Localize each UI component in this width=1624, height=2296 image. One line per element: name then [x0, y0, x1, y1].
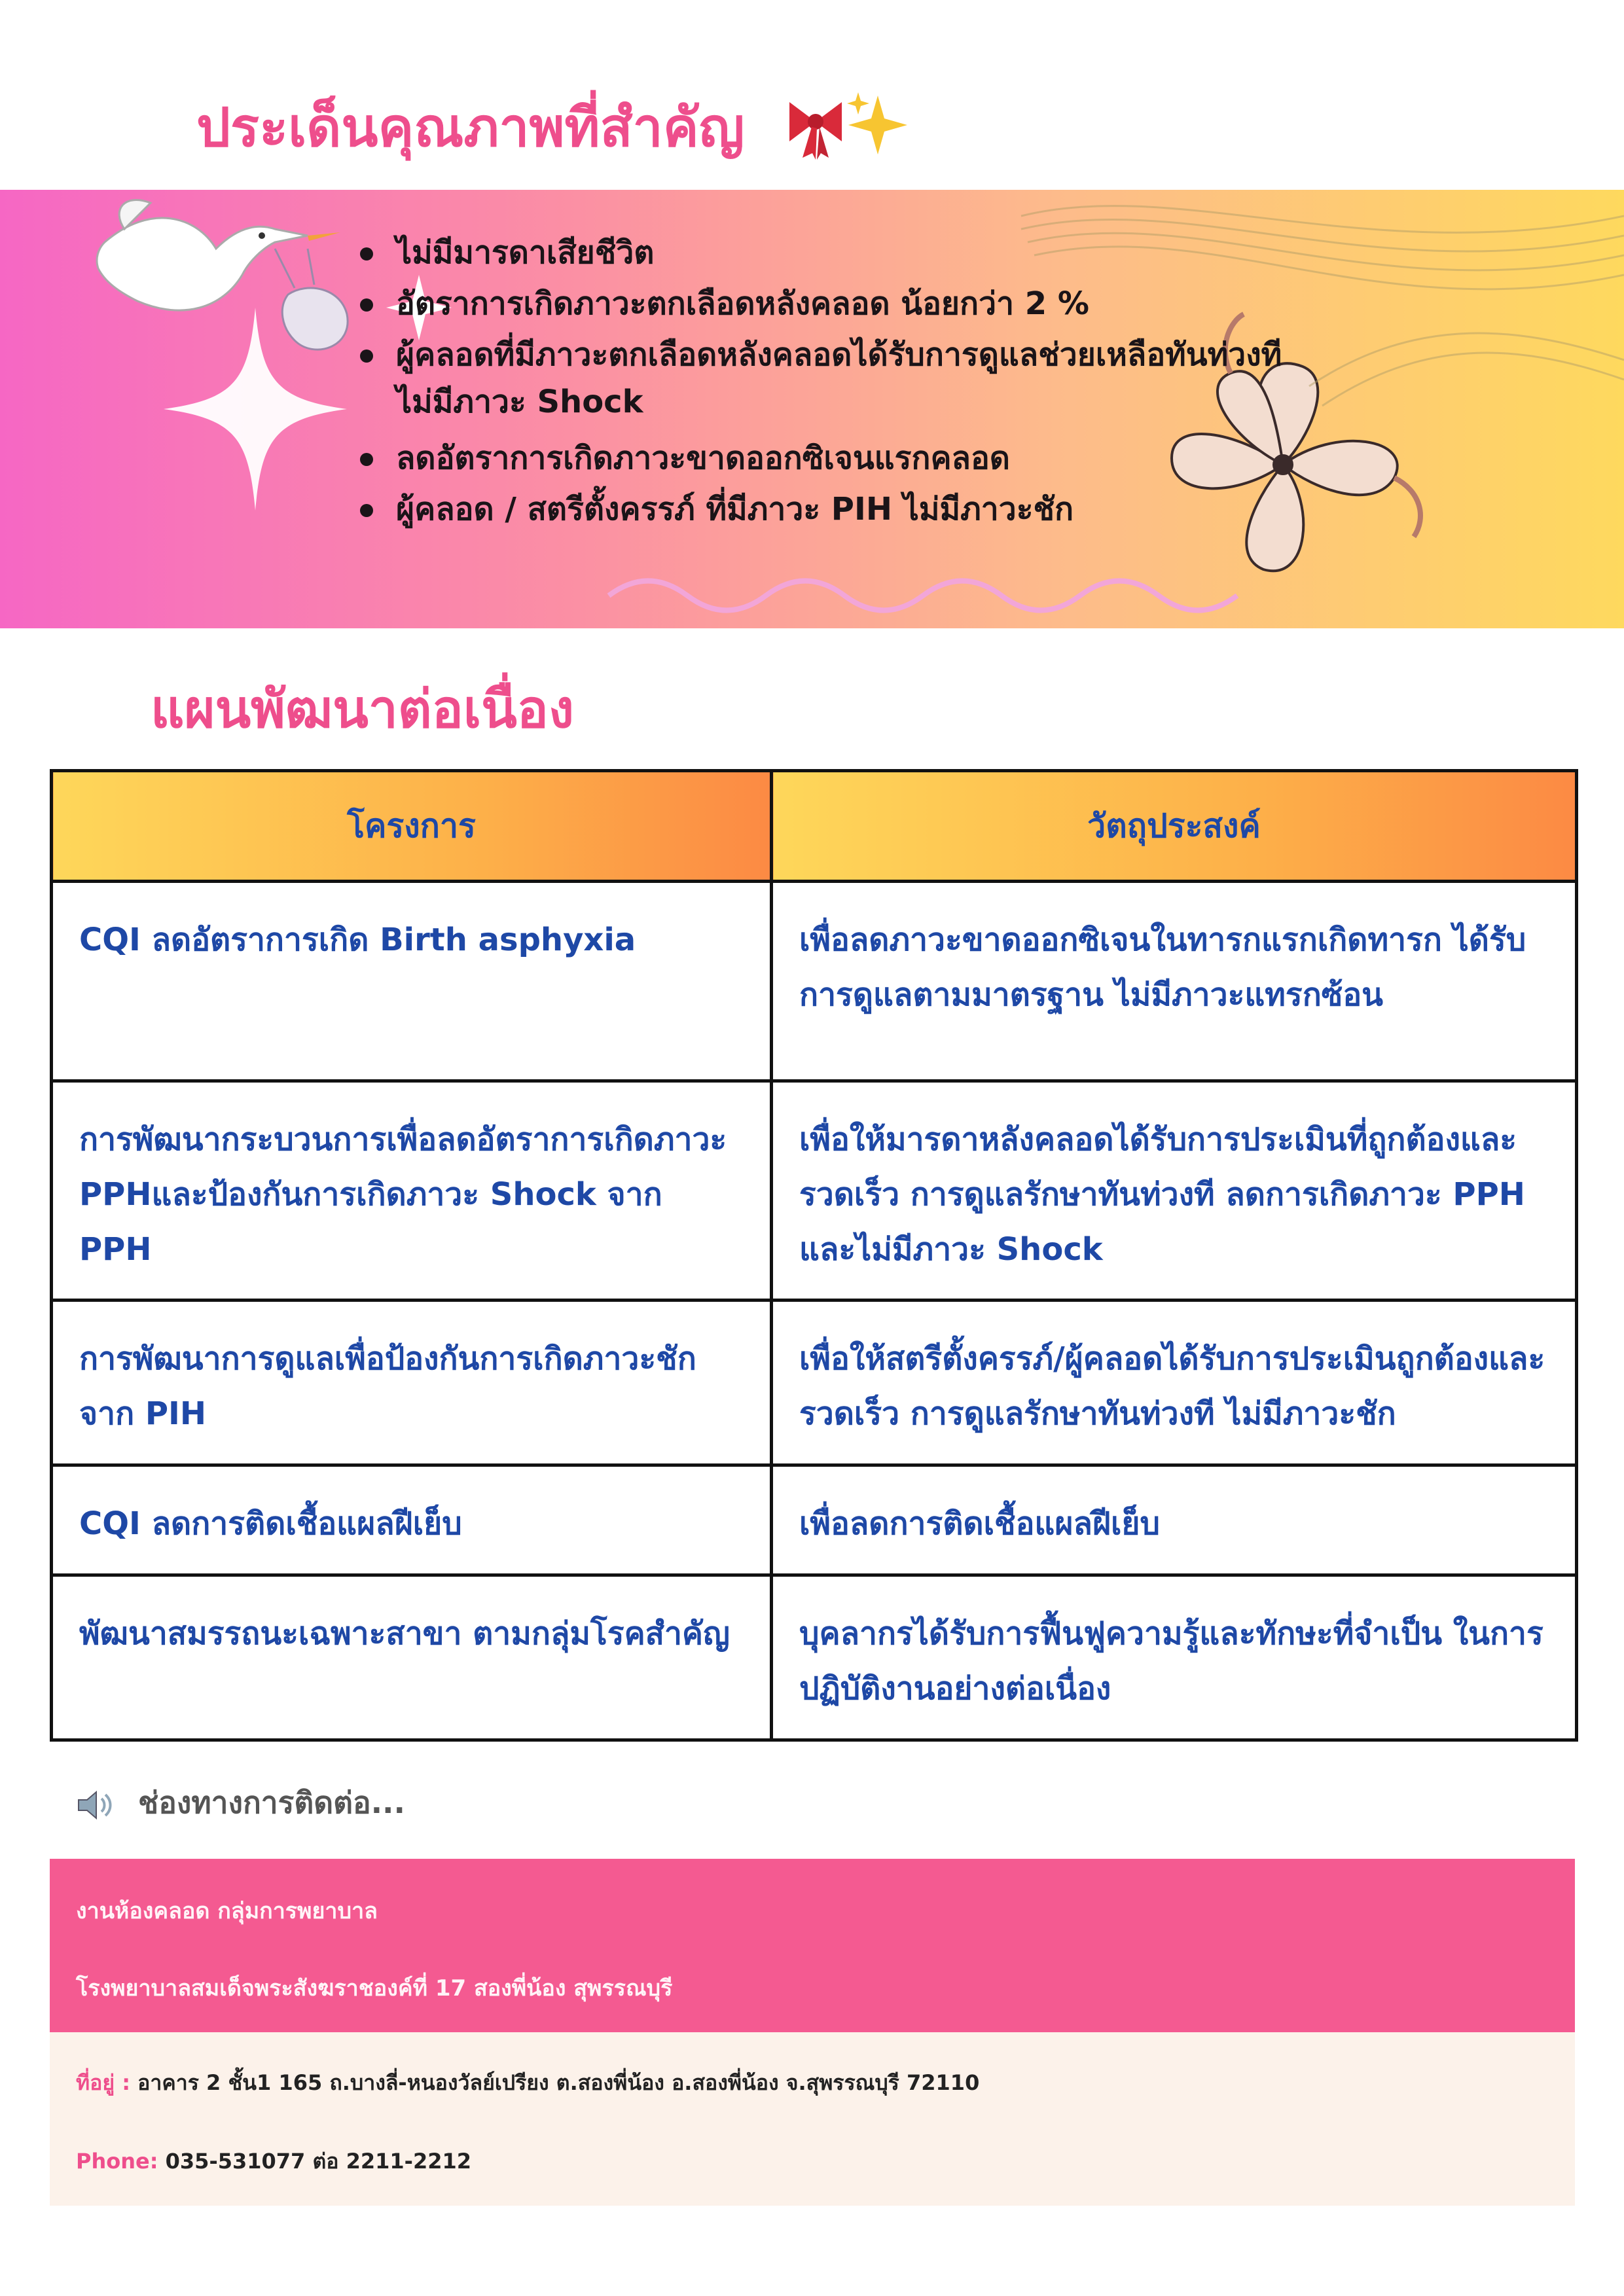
project-cell: การพัฒนากระบวนการเพื่อลดอัตราการเกิดภาวะ PPHและป้องกันการเกิดภาวะ Shock จาก PPH: [52, 1081, 772, 1300]
contact-unit-box: [50, 1859, 1575, 2032]
plan-table: [50, 769, 1578, 1742]
address-label: ที่อยู่ :: [76, 2070, 130, 2095]
table-row: [52, 1081, 1577, 1300]
ribbon-sparkles-icon: [783, 89, 914, 174]
table-row: [52, 1300, 1577, 1465]
contact-unit: งานห้องคลอด กลุ่มการพยาบาล: [76, 1898, 378, 1924]
table-header-row: [52, 771, 1577, 882]
table-row: [52, 1465, 1577, 1575]
quality-point: ผู้คลอด / สตรีตั้งครรภ์ ที่มีภาวะ PIH ไม่มีภาวะชัก: [360, 486, 1282, 533]
phone-label: Phone:: [76, 2149, 158, 2174]
objective-cell: บุคลากรได้รับการฟื้นฟูความรู้และทักษะที่จำเป็น ในการปฏิบัติงานอย่างต่อเนื่อง: [772, 1575, 1577, 1740]
objective-cell: เพื่อลดการติดเชื้อแผลฝีเย็บ: [772, 1465, 1577, 1575]
contact-detail-box: [50, 2032, 1575, 2206]
ribbon-icon: [789, 102, 842, 160]
objective-cell: เพื่อลดภาวะขาดออกซิเจนในทารกแรกเกิดทารก ได้รับการดูแลตามมาตรฐาน ไม่มีภาวะแทรกซ้อน: [772, 882, 1577, 1081]
project-cell: การพัฒนาการดูแลเพื่อป้องกันการเกิดภาวะชัก จาก PIH: [52, 1300, 772, 1465]
table-row: [52, 882, 1577, 1081]
page-title-text: ประเด็นคุณภาพที่สำคัญ: [196, 97, 745, 159]
contact-heading: [75, 1779, 405, 1827]
quality-banner: [0, 190, 1624, 628]
contact-address-line: [76, 2066, 979, 2100]
address-value: อาคาร 2 ชั้น1 165 ถ.บางลี่-หนองวัลย์เปรียง ต.สองพี่น้อง อ.สองพี่น้อง จ.สุพรรณบุรี 72110: [137, 2070, 980, 2095]
sparkles-icon: [847, 92, 907, 154]
wavy-line: [609, 581, 1237, 611]
project-cell: CQI ลดอัตราการเกิด Birth asphyxia: [52, 882, 772, 1081]
header-project: โครงการ: [52, 771, 772, 882]
contact-hospital: โรงพยาบาลสมเด็จพระสังฆราชองค์ที่ 17 สองพี่น้อง สุพรรณบุรี: [76, 1975, 673, 2001]
quality-point: ไม่มีมารดาเสียชีวิต: [360, 229, 1282, 276]
contact-phone-line: [76, 2145, 471, 2178]
objective-cell: เพื่อให้มารดาหลังคลอดได้รับการประเมินที่ถูกต้องและรวดเร็ว การดูแลรักษาทันท่วงที ลดการเกิดภาวะ PPH และไม่มีภาวะ Shock: [772, 1081, 1577, 1300]
quality-point-continuation: ไม่มีภาวะ Shock: [396, 384, 643, 420]
project-cell: พัฒนาสมรรถนะเฉพาะสาขา ตามกลุ่มโรคสำคัญ: [52, 1575, 772, 1740]
quality-point: [360, 331, 1282, 425]
quality-point: อัตราการเกิดภาวะตกเลือดหลังคลอด น้อยกว่า 2 %: [360, 280, 1282, 327]
objective-cell: เพื่อให้สตรีตั้งครรภ์/ผู้คลอดได้รับการประเมินถูกต้องและรวดเร็ว การดูแลรักษาทันท่วงที ไม่มีภาวะชัก: [772, 1300, 1577, 1465]
plan-title: แผนพัฒนาต่อเนื่อง: [151, 679, 574, 740]
stork-icon: [97, 200, 348, 350]
contact-heading-text: ช่องทางการติดต่อ...: [138, 1785, 405, 1820]
page-title: [196, 85, 914, 174]
quality-points-list: [360, 229, 1282, 537]
phone-value: 035-531077 ต่อ 2211-2212: [165, 2149, 471, 2174]
speaker-icon: [75, 1789, 115, 1821]
quality-point-text: ผู้คลอดที่มีภาวะตกเลือดหลังคลอดได้รับการดูแลช่วยเหลือทันท่วงที: [396, 336, 1282, 373]
project-cell: CQI ลดการติดเชื้อแผลฝีเย็บ: [52, 1465, 772, 1575]
header-objective: วัตถุประสงค์: [772, 771, 1577, 882]
table-row: [52, 1575, 1577, 1740]
quality-point: ลดอัตราการเกิดภาวะขาดออกซิเจนแรกคลอด: [360, 435, 1282, 482]
